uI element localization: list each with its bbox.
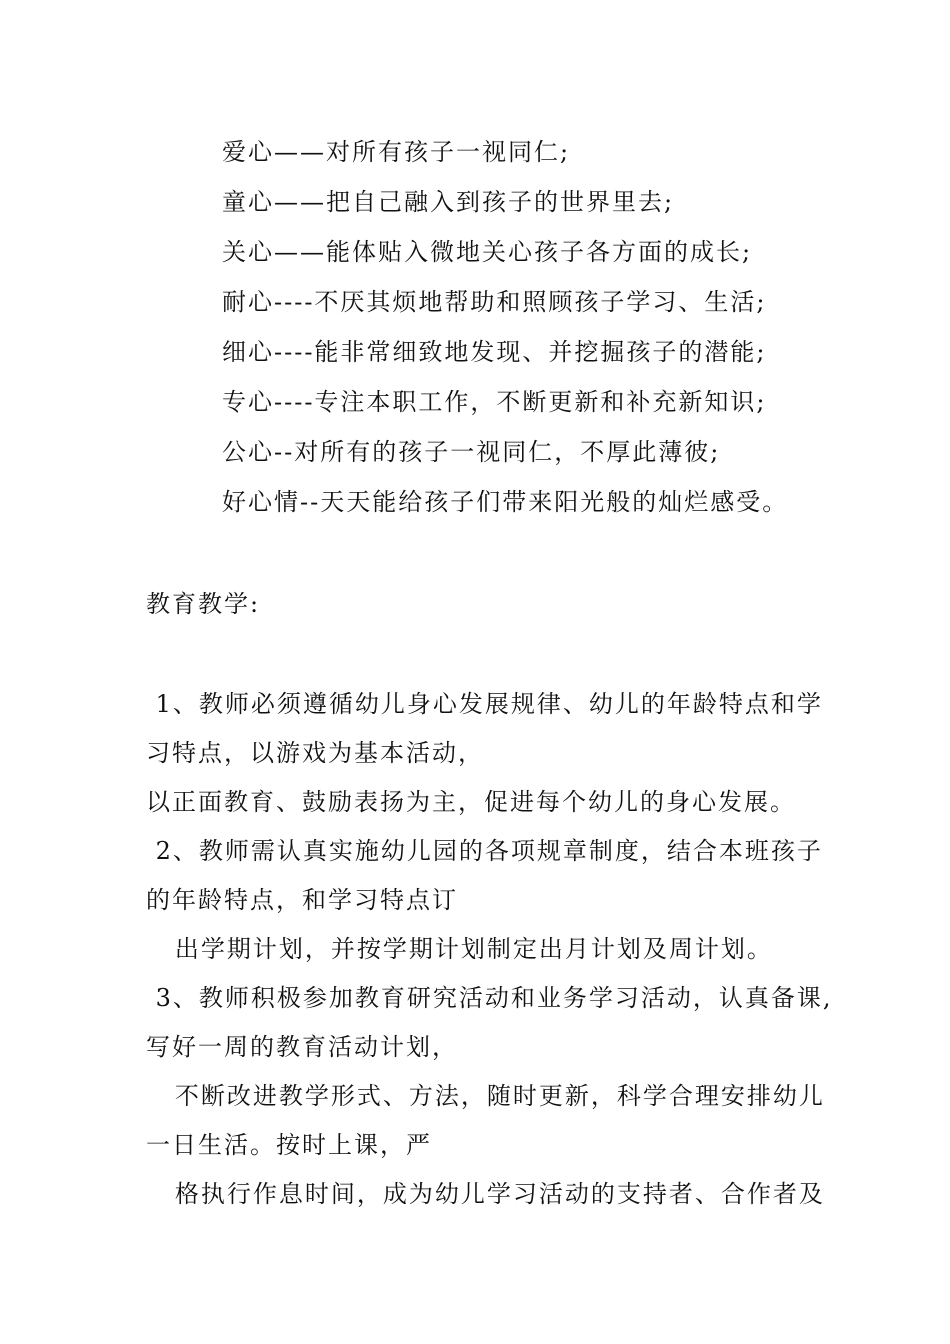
body-line: 1、教师必须遵循幼儿身心发展规律、幼儿的年龄特点和学	[146, 690, 823, 718]
body-line: 3、教师积极参加教育研究活动和业务学习活动，认真备课,	[146, 984, 833, 1012]
heart-line-patience: 耐心----不厌其烦地帮助和照顾孩子学习、生活;	[222, 288, 767, 316]
heart-line-fairness: 公心--对所有的孩子一视同仁，不厚此薄彼;	[222, 438, 721, 466]
body-line: 出学期计划，并按学期计划制定出月计划及周计划。	[146, 935, 773, 963]
heart-line-carefulness: 细心----能非常细致地发现、并挖掘孩子的潜能;	[222, 338, 767, 366]
heart-line-care: 关心——能体贴入微地关心孩子各方面的成长;	[222, 238, 753, 266]
heart-line-good-mood: 好心情--天天能给孩子们带来阳光般的灿烂感受。	[222, 488, 789, 516]
section-title: 教育教学:	[146, 590, 261, 618]
body-line: 不断改进教学形式、方法，随时更新，科学合理安排幼儿	[146, 1082, 825, 1110]
body-line: 2、教师需认真实施幼儿园的各项规章制度，结合本班孩子	[146, 837, 823, 865]
heart-line-childlike: 童心——把自己融入到孩子的世界里去;	[222, 188, 675, 216]
body-line: 写好一周的教育活动计划，	[146, 1033, 458, 1061]
body-line: 一日生活。按时上课，严	[146, 1131, 432, 1159]
body-line: 以正面教育、鼓励表扬为主，促进每个幼儿的身心发展。	[146, 788, 796, 816]
body-line: 习特点，以游戏为基本活动，	[146, 739, 484, 767]
heart-line-dedication: 专心----专注本职工作，不断更新和补充新知识;	[222, 388, 767, 416]
body-line: 的年龄特点，和学习特点订	[146, 886, 458, 914]
heart-line-love: 爱心——对所有孩子一视同仁;	[222, 138, 571, 166]
body-line: 格执行作息时间，成为幼儿学习活动的支持者、合作者及	[146, 1180, 825, 1208]
